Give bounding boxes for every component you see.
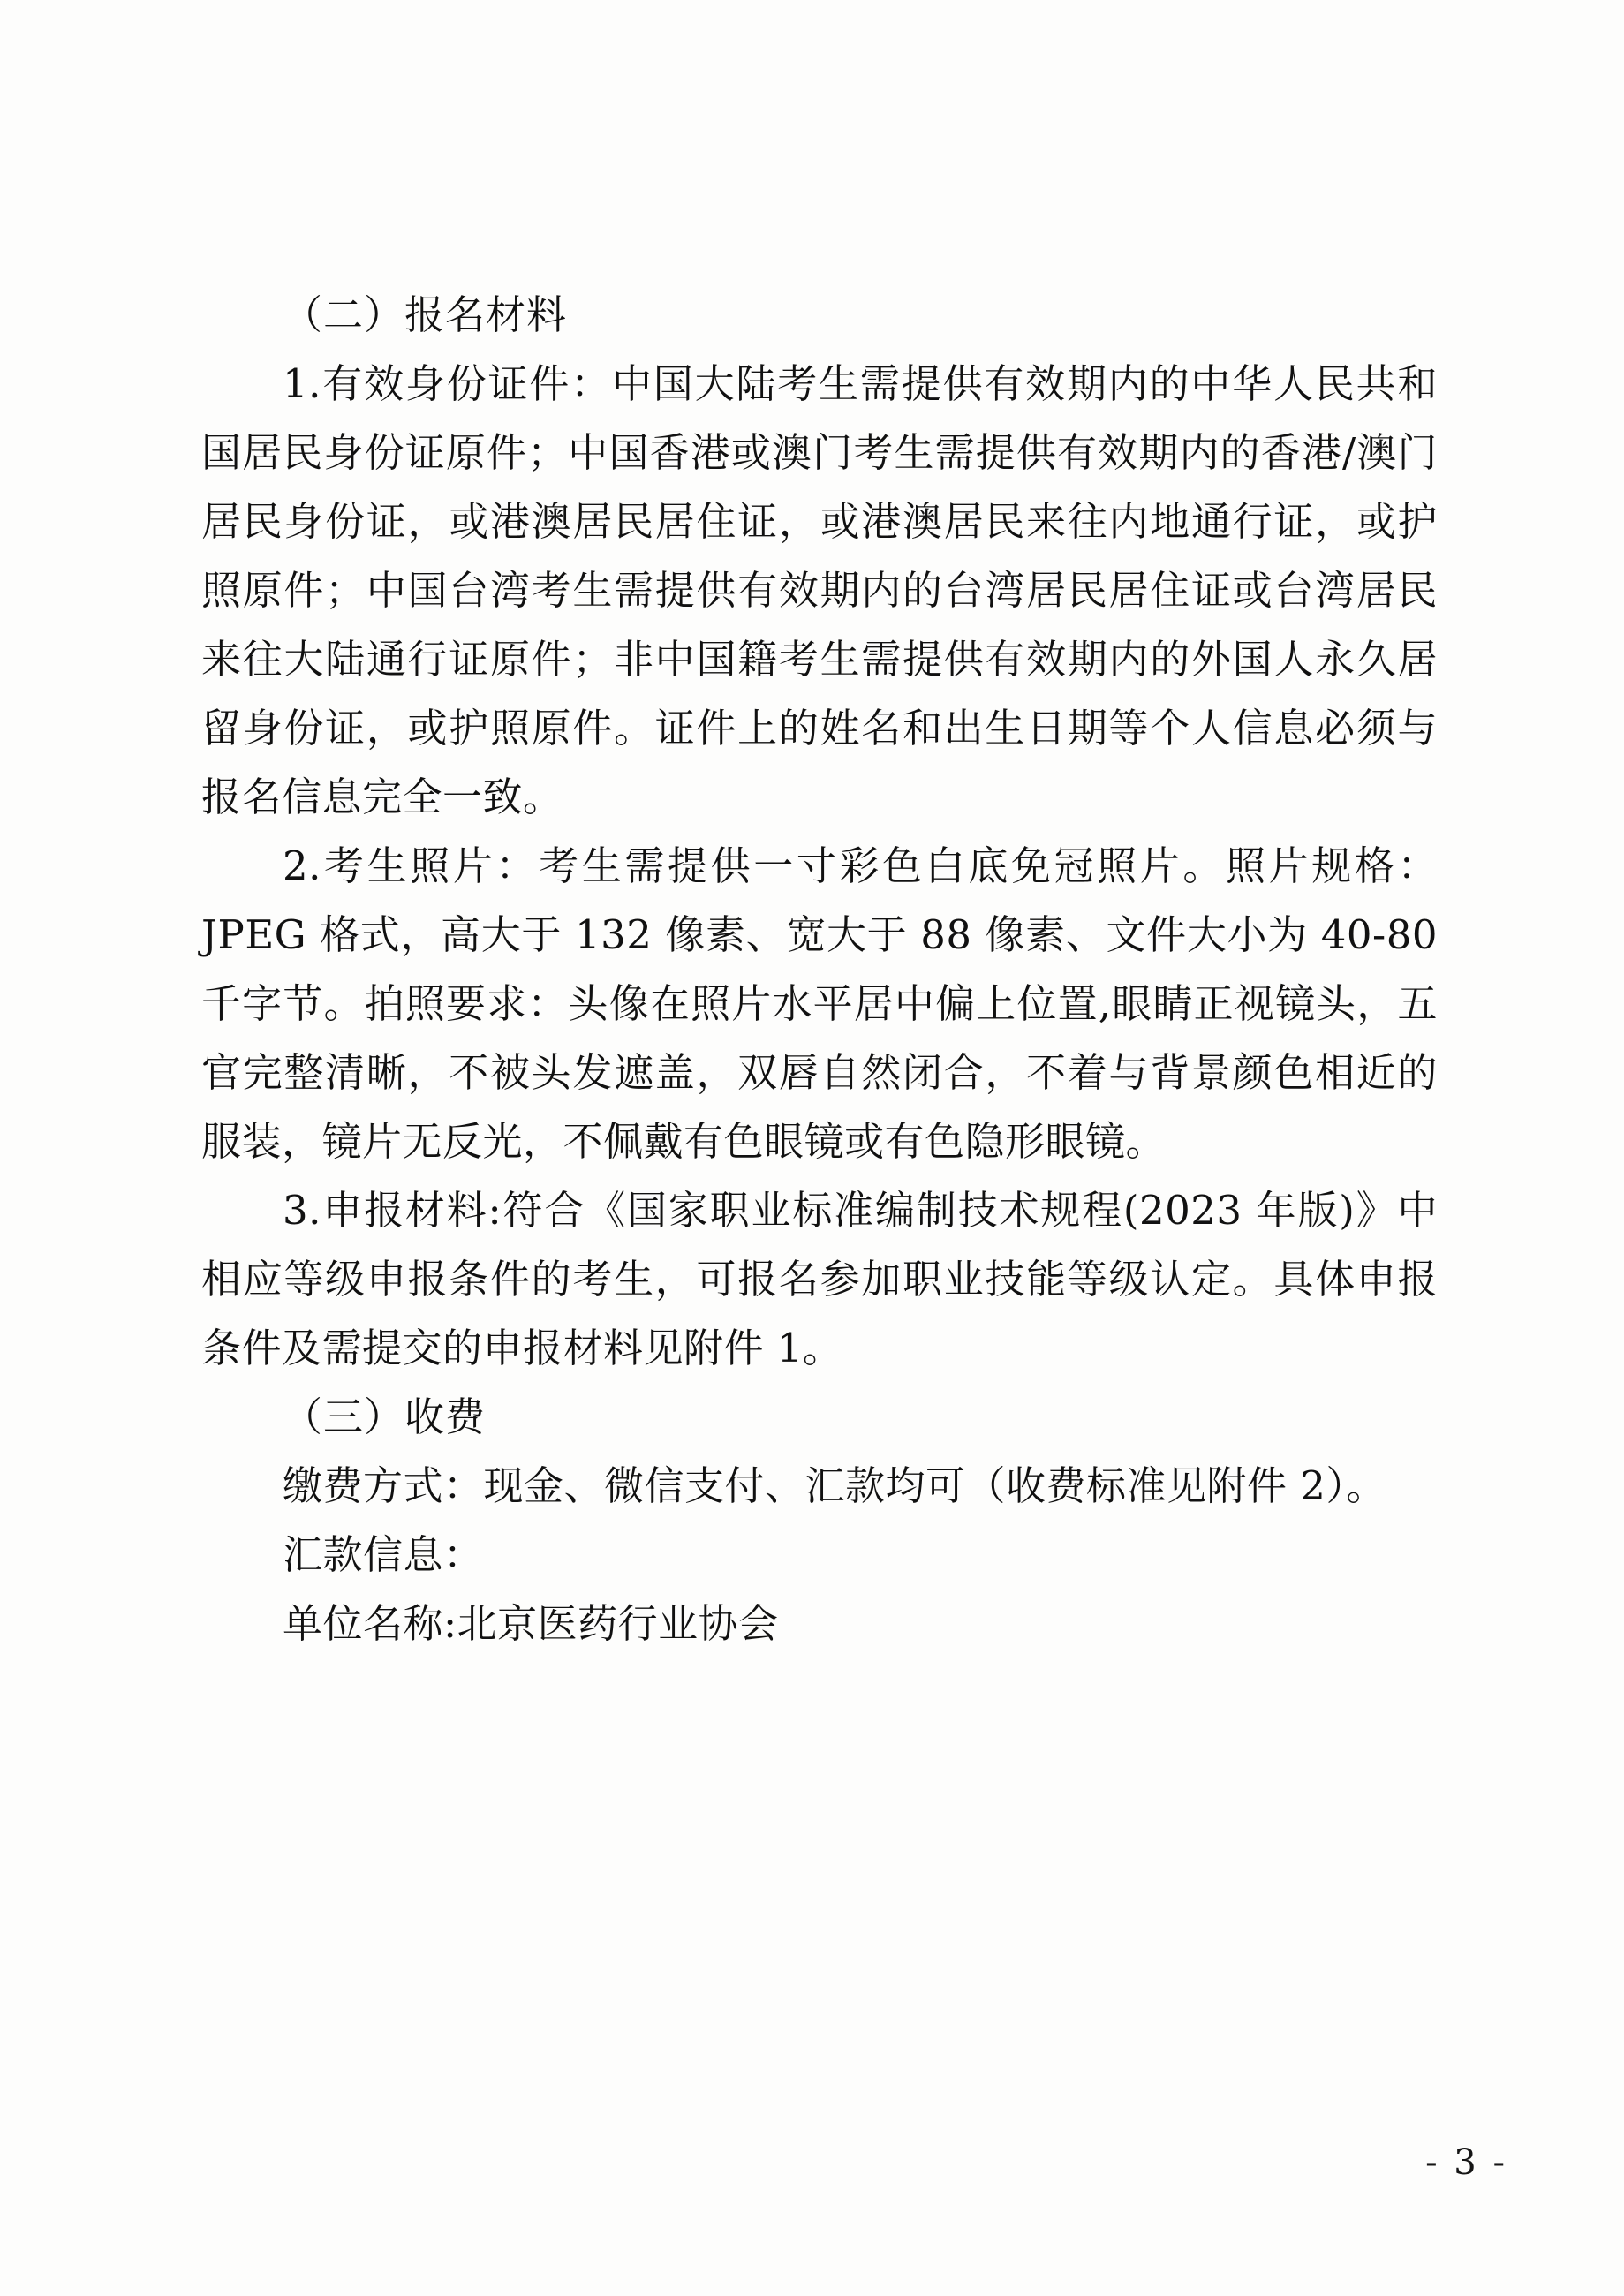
- page-number: - 3 -: [1425, 2142, 1507, 2183]
- paragraph-remittance-unit-name: 单位名称:北京医药行业协会: [283, 1600, 779, 1647]
- paragraph-application-materials: 3.申报材料:符合《国家职业标准编制技术规程(2023 年版)》中相应等级申报条件的考生，可报名参加职业技能等级认定。具体申报条件及需提交的申报材料见附件 1。: [201, 1187, 1438, 1371]
- paragraph-remittance-info-label: 汇款信息：: [283, 1531, 484, 1578]
- document-body: [201, 281, 1438, 1658]
- section-heading-registration-materials: （二）报名材料: [283, 291, 568, 338]
- section-heading-fees: （三）收费: [283, 1393, 487, 1440]
- paragraph-photo-requirements: 2.考生照片：考生需提供一寸彩色白底免冠照片。照片规格：JPEG 格式，高大于 132 像素、宽大于 88 像素、文件大小为 40-80 千字节。拍照要求：头像在照片水平居中偏上位置,眼睛正视镜头，五官完整清晰，不被头发遮盖，双唇自然闭合，不着与背景颜色相近的服装，镜片无反光，不佩戴有色眼镜或有色隐形眼镜。: [201, 842, 1438, 1165]
- paragraph-id-documents: 1.有效身份证件：中国大陆考生需提供有效期内的中华人民共和国居民身份证原件；中国香港或澳门考生需提供有效期内的香港/澳门居民身份证，或港澳居民居住证，或港澳居民来往内地通行证，或护照原件；中国台湾考生需提供有效期内的台湾居民居住证或台湾居民来往大陆通行证原件；非中国籍考生需提供有效期内的外国人永久居留身份证，或护照原件。证件上的姓名和出生日期等个人信息必须与报名信息完全一致。: [201, 360, 1438, 820]
- paragraph-payment-methods: 缴费方式：现金、微信支付、汇款均可（收费标准见附件 2）。: [283, 1462, 1386, 1509]
